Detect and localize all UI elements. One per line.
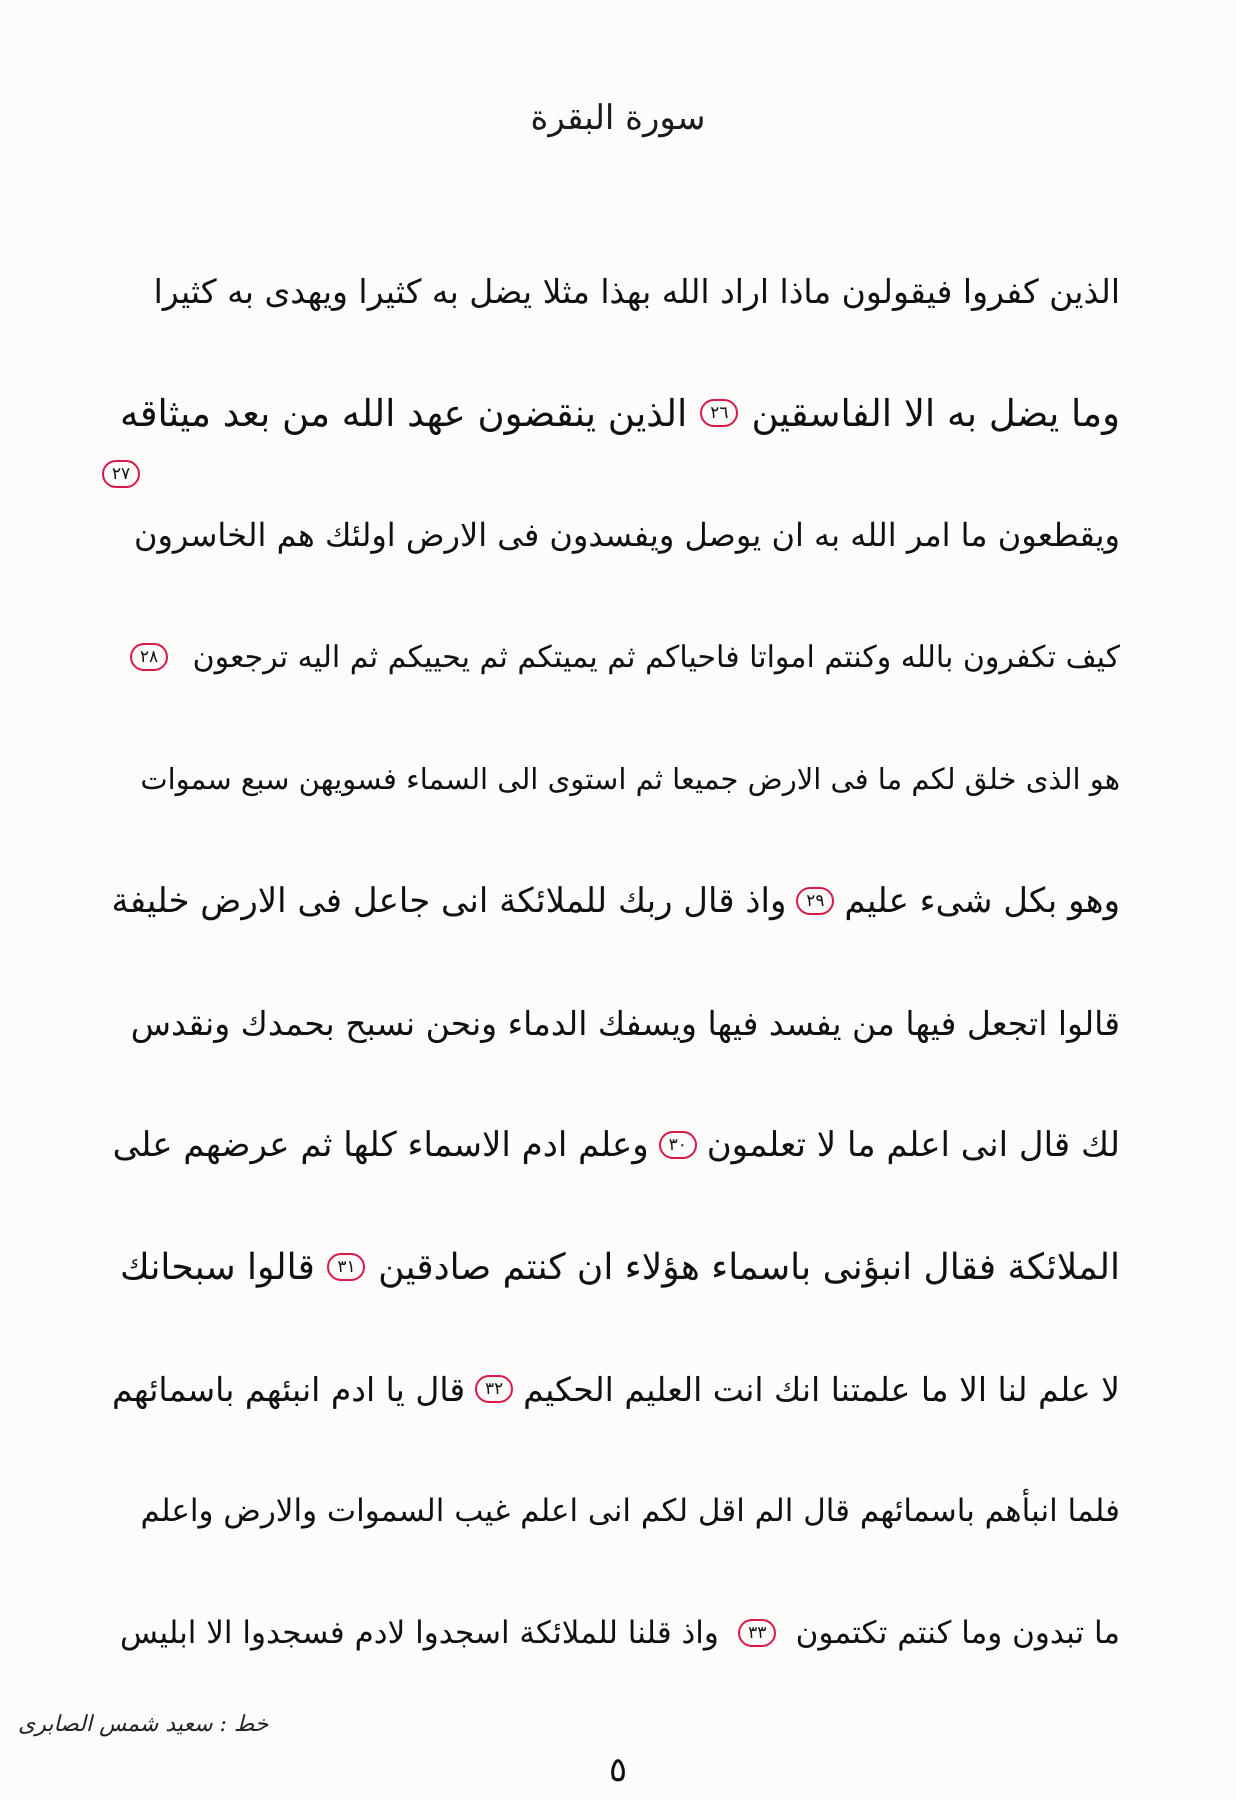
text-segment: واذ قال ربك للملائكة انى جاعل فى الارض خليفة: [111, 881, 787, 921]
verse-number-marker: ٢٩: [796, 887, 834, 915]
text-segment: وعلم ادم الاسماء كلها ثم عرضهم على: [112, 1125, 649, 1165]
text-line-1: [120, 230, 1120, 352]
text-segment: ما تبدون وما كنتم تكتمون: [795, 1615, 1120, 1651]
verse-text-block: [111, 230, 1120, 1694]
text-segment: هو الذى خلق لكم ما فى الارض جميعا ثم استوى الى السماء فسويهن سبع سموات: [140, 762, 1120, 796]
text-line-11: [120, 1450, 1120, 1572]
text-segment: فلما انبأهم باسمائهم قال الم اقل لكم انى اعلم غيب السموات والارض واعلم: [140, 1493, 1120, 1529]
text-line-6: [111, 840, 1120, 962]
calligrapher-signature: خط : سعيد شمس الصابرى: [18, 1712, 269, 1737]
text-segment: ويقطعون ما امر الله به ان يوصل ويفسدون فى الارض اولئك هم الخاسرون: [133, 516, 1120, 554]
text-line-12: [120, 1572, 1120, 1694]
verse-number-marker: ٣١: [327, 1253, 365, 1281]
text-line-2: [120, 352, 1120, 474]
text-segment: كيف تكفرون بالله وكنتم امواتا فاحياكم ثم يميتكم ثم يحييكم ثم اليه ترجعون: [192, 639, 1120, 675]
verse-number-marker: ٢٧: [102, 460, 140, 488]
verse-number-marker: ٢٨: [130, 643, 168, 671]
text-segment: لك قال انى اعلم ما لا تعلمون: [706, 1125, 1120, 1165]
page-number: ٥: [608, 1750, 628, 1790]
text-segment: قال يا ادم انبئهم باسمائهم: [112, 1369, 466, 1409]
text-segment: الملائكة فقال انبؤنى باسماء هؤلاء ان كنتم صادقين: [378, 1246, 1120, 1288]
text-segment: قالوا سبحانك: [120, 1246, 315, 1288]
text-line-9: [120, 1206, 1120, 1328]
text-line-4: [120, 596, 1120, 718]
text-line-5: [120, 718, 1120, 840]
text-segment: الذين كفروا فيقولون ماذا اراد الله بهذا مثلا يضل به كثيرا ويهدى به كثيرا: [153, 271, 1120, 311]
text-segment: لا علم لنا الا ما علمتنا انك انت العليم الحكيم: [523, 1369, 1120, 1409]
verse-number-marker: ٢٦: [700, 399, 738, 427]
verse-number-marker: ٣٢: [475, 1375, 513, 1403]
surah-title: سورة البقرة: [530, 98, 706, 138]
text-segment: قالوا اتجعل فيها من يفسد فيها ويسفك الدماء ونحن نسبح بحمدك ونقدس: [130, 1003, 1120, 1043]
text-line-7: [120, 962, 1120, 1084]
text-segment: الذين ينقضون عهد الله من بعد ميثاقه: [120, 391, 688, 435]
text-segment: واذ قلنا للملائكة اسجدوا لادم فسجدوا الا ابليس: [120, 1615, 719, 1651]
text-segment: وهو بكل شىء عليم: [844, 881, 1120, 921]
verse-number-marker: ٣٣: [738, 1619, 776, 1647]
text-line-8: [112, 1084, 1120, 1206]
text-line-3: [111, 464, 1120, 596]
text-line-10: [112, 1328, 1120, 1450]
verse-number-marker: ٣٠: [659, 1131, 697, 1159]
text-segment: وما يضل به الا الفاسقين: [751, 391, 1120, 435]
